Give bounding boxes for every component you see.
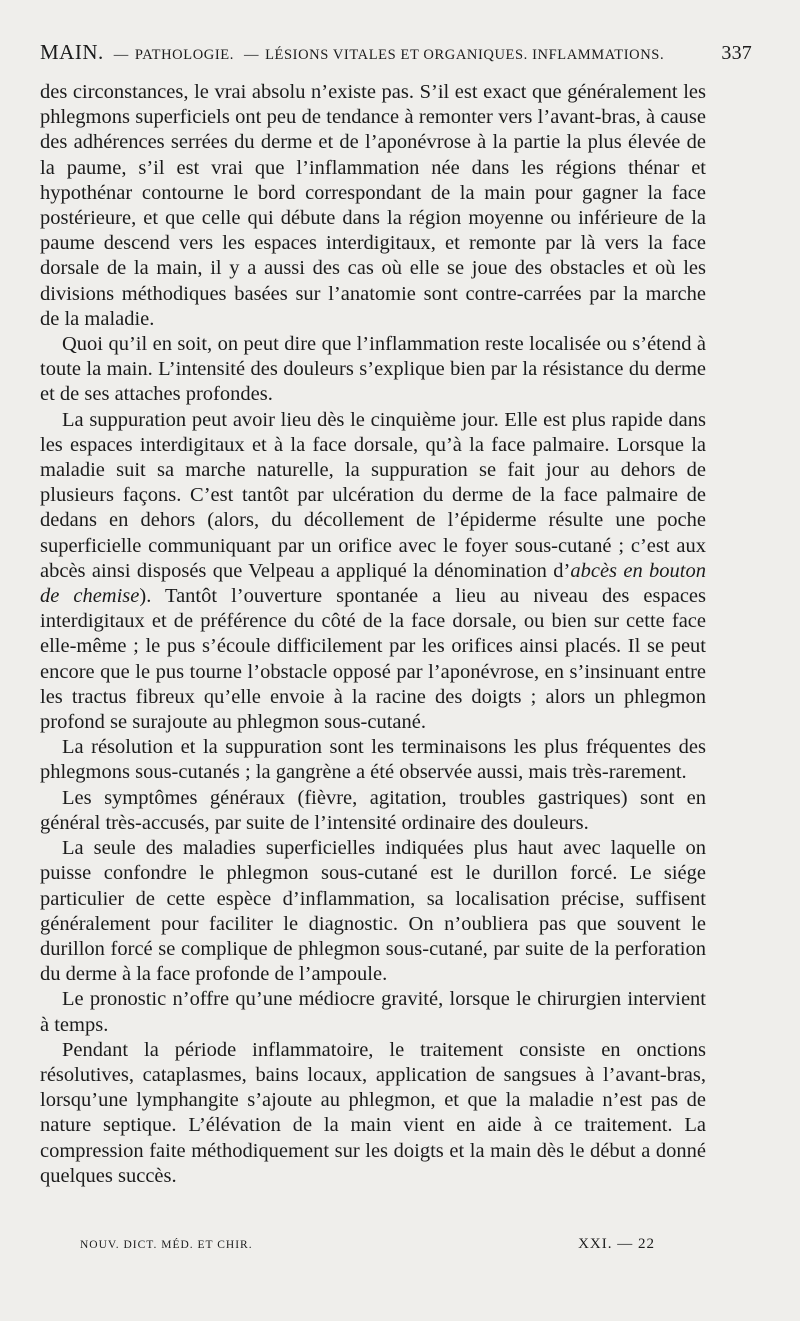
page-number: 337 [721, 42, 752, 64]
volume-signature: XXI. — 22 [578, 1236, 655, 1252]
page-body [40, 80, 706, 1189]
header-dash: — [243, 47, 260, 63]
paragraph-3-text-before: La suppuration peut avoir lieu dès le cinquième jour. Elle est plus rapide dans les espaces interdigitaux et à la face dorsale, qu’à la face palmaire. Lorsque la maladie suit sa marche naturelle, la suppuration se fait jour au dehors de plusieurs façons. C’est tantôt par ulcération du derme de la face palmaire de dedans en dehors (alors, du décollement de l’épiderme résulte une poche superficielle communiquant par un orifice avec le foyer sous-cutané ; c’est aux abcès ainsi disposés que Velpeau a appliqué la dénomination d’ [40, 408, 706, 582]
paragraph-8: Pendant la période inflammatoire, le traitement consiste en onctions résolutives, cataplasmes, bains locaux, application de sangsues à l’avant-bras, lorsqu’une lymphangite s’ajoute au phlegmon, et que la maladie n’est pas de nature septique. L’élévation de la main vient en aide à ce traitement. La compression faite méthodiquement sur les doigts et la main dès le début a donné quelques succès. [40, 1038, 706, 1187]
running-title [40, 40, 664, 65]
running-header [40, 40, 752, 65]
printer-signature: NOUV. DICT. MÉD. ET CHIR. [80, 1239, 253, 1251]
header-section: MAIN. [40, 40, 104, 64]
paragraph-3-italic-term: abcès en bouton de chemise [40, 559, 706, 608]
paragraph-3-text-after: ). Tantôt l’ouverture spontanée a lieu au niveau des espaces interdigitaux et de préférence du côté de la face dorsale, ou bien sur cette face elle-même ; le pus s’écoule difficilement par les orifices ainsi placés. Il se peut encore que le pus tourne l’obstacle opposé par l’aponévrose, en s’insinuant entre les tractus fibreux qu’elle envoie à la racine des doigts ; alors un phlegmon profond se surajoute au phlegmon sous-cutané. [40, 585, 706, 734]
paragraph-1: des circonstances, le vrai absolu n’existe pas. S’il est exact que généralement les phlegmons superficiels ont peu de tendance à remonter vers l’avant-bras, à cause des adhérences serrées du derme et de l’aponévrose à la partie la plus élevée de la paume, s’il est vrai que l’inflammation née dans les régions thénar et hypothénar contourne le bord correspondant de la main pour gagner la face postérieure, et que celle qui débute dans la région moyenne ou inférieure de la paume descend vers les espaces interdigitaux, et remonte par là vers la face dorsale de la main, il y a aussi des cas où elle se joue des obstacles et où les divisions méthodiques basées sur l’anatomie sont contre-carrées par la marche de la maladie. [40, 81, 706, 330]
paragraph-2: Quoi qu’il en soit, on peut dire que l’inflammation reste localisée ou s’étend à toute la main. L’intensité des douleurs s’explique bien par la résistance du derme et de ses attaches profondes. [40, 333, 706, 406]
page-footer [80, 1236, 655, 1253]
paragraph-3 [40, 408, 706, 736]
header-dash: — [113, 47, 129, 63]
paragraph-4: La résolution et la suppuration sont les terminaisons les plus fréquentes des phlegmons sous-cutanés ; la gangrène a été observée aussi, mais très-rarement. [40, 736, 706, 784]
paragraph-7: Le pronostic n’offre qu’une médiocre gravité, lorsque le chirurgien intervient à temps. [40, 988, 706, 1036]
header-subject: PATHOLOGIE. [134, 47, 234, 63]
paragraph-6: La seule des maladies superficielles indiquées plus haut avec laquelle on puisse confondre le phlegmon sous-cutané est le durillon forcé. Le siége particulier de cette espèce d’inflammation, sa localisation précise, suffisent généralement pour faciliter le diagnostic. On n’oubliera pas que souvent le durillon forcé se complique de phlegmon sous-cutané, par suite de la perforation du derme à la face profonde de l’ampoule. [40, 837, 706, 986]
paragraph-5: Les symptômes généraux (fièvre, agitation, troubles gastriques) sont en général très-accusés, par suite de l’intensité ordinaire des douleurs. [40, 786, 706, 834]
header-topic: LÉSIONS VITALES ET ORGANIQUES. INFLAMMATIONS. [265, 47, 665, 63]
